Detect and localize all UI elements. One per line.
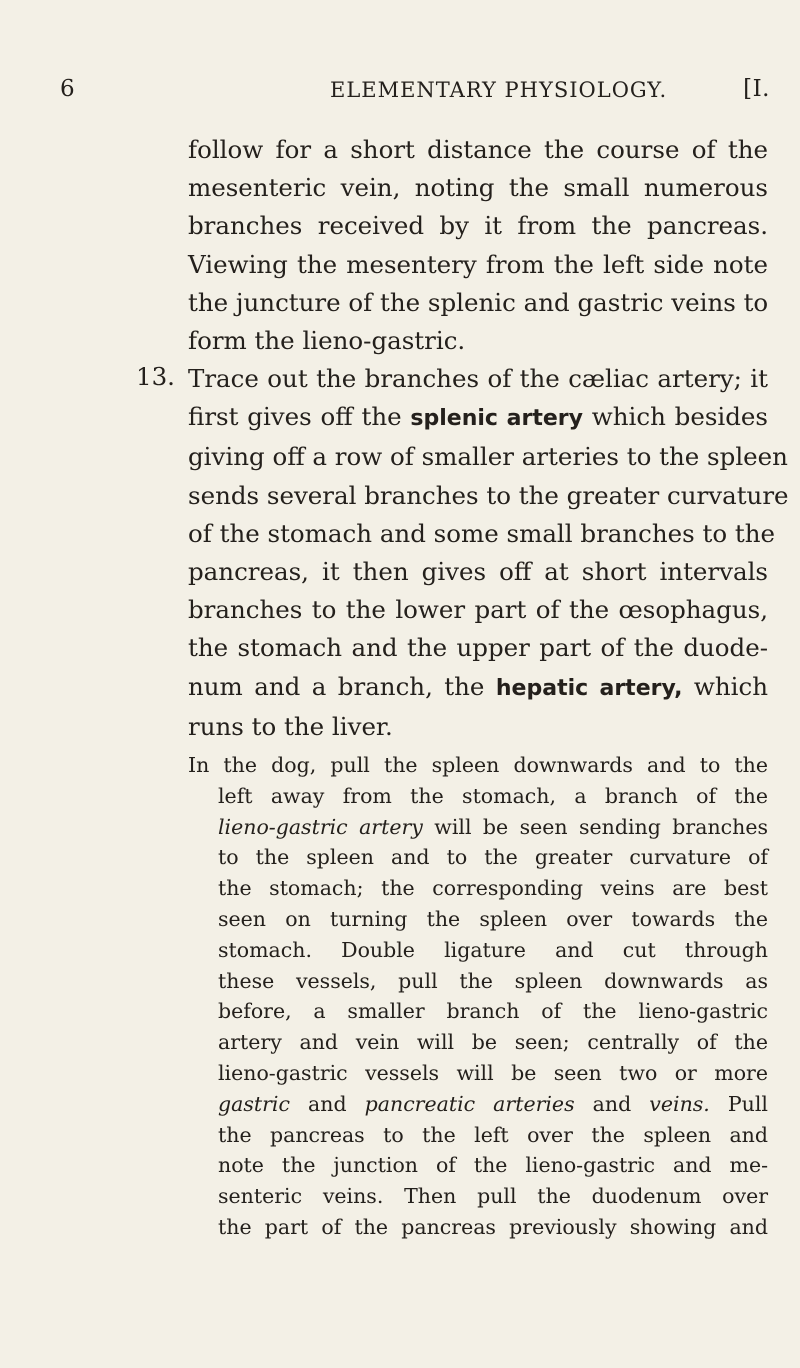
- text-line: stomach. Double ligature and cut through: [218, 937, 768, 962]
- text-run: first gives off the: [188, 402, 411, 432]
- text-line: giving off a row of smaller arteries to the spleen: [188, 442, 788, 472]
- text-line: [218, 1089, 768, 1120]
- text-line: runs to the liver.: [188, 711, 393, 741]
- running-head: [60, 76, 770, 108]
- text-line: the stomach and the upper part of the duode-: [188, 633, 768, 663]
- text-line: follow for a short distance the course of the: [188, 135, 768, 164]
- text-run: Pull: [709, 1091, 768, 1116]
- small-print-note: [188, 750, 768, 1243]
- text-line: lieno-gastric vessels will be seen two or more: [218, 1060, 768, 1085]
- page-number: 6: [60, 76, 76, 102]
- text-line: pancreas, it then gives off at short intervals: [188, 557, 768, 587]
- text-line: left away from the stomach, a branch of the: [218, 783, 768, 808]
- text-line: senteric veins. Then pull the duodenum over: [218, 1184, 768, 1209]
- text-line: these vessels, pull the spleen downwards as: [218, 968, 768, 993]
- term-veins: veins.: [649, 1091, 710, 1116]
- text-line: [218, 812, 768, 843]
- text-line: the juncture of the splenic and gastric veins to: [188, 287, 769, 317]
- paragraph-continued: [188, 131, 768, 360]
- running-title: ELEMENTARY PHYSIOLOGY.: [330, 78, 668, 102]
- paragraph-number: 13.: [136, 362, 175, 391]
- text-line: Viewing the mesentery from the left side note: [188, 249, 768, 279]
- text-line: branches to the lower part of the œsophagus,: [188, 595, 768, 625]
- text-line: seen on turning the spleen over towards the: [218, 906, 768, 931]
- text-line: of the stomach and some small branches to the: [188, 518, 776, 548]
- term-lieno-gastric-artery: lieno-gastric artery: [218, 814, 423, 839]
- text-run: which besides: [582, 402, 768, 432]
- text-line: the stomach; the corresponding veins are best: [218, 876, 768, 901]
- text-line: sends several branches to the greater curvature: [188, 480, 789, 510]
- text-line: [188, 398, 768, 438]
- text-line: note the junction of the lieno-gastric and me-: [218, 1153, 768, 1178]
- term-hepatic-artery: hepatic artery,: [495, 675, 683, 701]
- text-line: [188, 668, 768, 708]
- text-line: the pancreas to the left over the spleen and: [218, 1122, 768, 1147]
- text-line: artery and vein will be seen; centrally of the: [218, 1030, 768, 1055]
- section-marker: [I.: [743, 76, 770, 102]
- text-line: branches received by it from the pancreas.: [188, 211, 768, 241]
- text-line: to the spleen and to the greater curvature of: [218, 845, 768, 870]
- text-line: Trace out the branches of the cæliac artery; it: [188, 364, 768, 393]
- term-gastric: gastric: [218, 1091, 290, 1116]
- term-splenic-artery: splenic artery: [410, 406, 583, 432]
- text-line: In the dog, pull the spleen downwards and to the: [188, 753, 768, 777]
- text-run: num and a branch, the: [188, 671, 496, 701]
- text-line: before, a smaller branch of the lieno-gastric: [218, 999, 768, 1024]
- text-run: will be seen sending branches: [422, 814, 768, 839]
- paragraph-13: [188, 360, 789, 746]
- term-pancreatic-arteries: pancreatic arteries: [364, 1091, 575, 1116]
- text-line: the part of the pancreas previously showing and: [218, 1214, 768, 1239]
- text-line: form the lieno-gastric.: [188, 326, 466, 356]
- text-run: which: [682, 671, 768, 701]
- text-line: mesenteric vein, noting the small numerous: [188, 173, 768, 203]
- text-run: and: [289, 1091, 365, 1116]
- text-run: and: [574, 1091, 650, 1116]
